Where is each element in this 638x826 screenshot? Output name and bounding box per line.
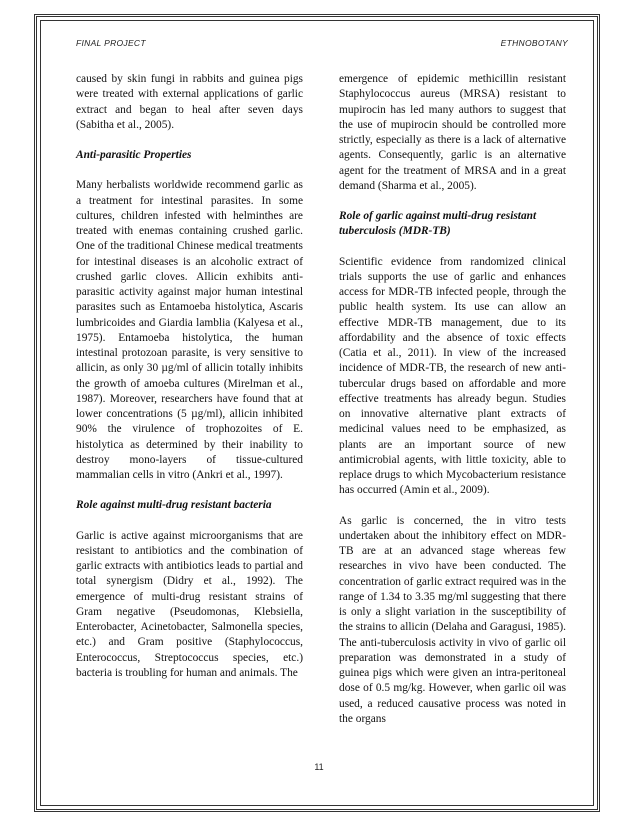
right-column <box>339 72 566 727</box>
section-heading: Anti-parasitic Properties <box>76 149 192 161</box>
header-right: ETHNOBOTANY <box>500 38 568 48</box>
paragraph: emergence of epidemic methicillin resistant Staphylococcus aureus (MRSA) resistant to mupirocin has led many authors to suggest that the use of mupirocin should be controlled more strictly, especially as there is a lack of alternative agents. Consequently, garlic is an alternative agent for the treatment of MRSA and in a great demand (Sharma et al., 2005). <box>339 73 566 192</box>
paragraph: caused by skin fungi in rabbits and guinea pigs were treated with external applications of garlic extract and began to heal after seven days (Sabitha et al., 2005). <box>76 73 303 131</box>
paragraph: As garlic is concerned, the in vitro tests undertaken about the inhibitory effect on MDR-TB are at an advanced stage whereas few researches in vivo have been conducted. The concentration of garlic extract required was in the range of 1.34 to 3.35 mg/ml suggesting that there is only a slight variation in the susceptibility of the strains to allicin (Delaha and Garagusi, 1985). The anti-tuberculosis activity in vivo of garlic oil preparation was demonstrated in a study of guinea pigs which were given an intra-peritoneal dose of 0.5 mg/kg. However, when garlic oil was used, a reduced causative process was noted in the organs <box>339 514 566 725</box>
section-heading: Role against multi-drug resistant bacteria <box>76 499 272 512</box>
section-heading: Role of garlic against multi-drug resistant tuberculosis (MDR-TB) <box>339 210 537 238</box>
paragraph: Scientific evidence from randomized clinical trials supports the use of garlic and enhances access for MDR-TB infected people, through the public health system. Its use can allow an effective MDR-TB management, due to its affordability and the absence of toxic effects (Catia et al., 2011). In view of the increased incidence of MDR-TB, the research of new anti-tubercular drugs based on affordable and more effective treatments has already begun. Studies on innovative alternative plant extracts of medicinal values need to be emphasized, as plants are an important source of new antimicrobial agents, with little toxicity, able to replace drugs to which Mycobacterium resistance has occurred (Amin et al., 2009). <box>339 255 566 497</box>
paragraph: Garlic is active against microorganisms that are resistant to antibiotics and the combination of garlic extracts with antibiotics leads to partial and total synergism (Didry et al., 1992). The emergence of multi-drug resistant strains of Gram negative (Pseudomonas, Klebsiella, Enterobacter, Acinetobacter, Salmonella species, etc.) and Gram positive (Staphylococcus, Enterococcus, Streptococcus species, etc.) bacteria is troubling for human and animals. The <box>76 529 303 679</box>
page-number: 11 <box>314 762 324 772</box>
left-column <box>76 72 303 681</box>
paragraph: Many herbalists worldwide recommend garlic as a treatment for intestinal parasites. In some cultures, children infested with helminthes are treated with enemas containing crushed garlic. One of the traditional Chinese medical treatments for intestinal diseases is an alcoholic extract of crushed garlic cloves. Allicin exhibits anti-parasitic activity against major human intestinal parasites such as Entamoeba histolytica, Ascaris lumbricoides and Giardia lamblia (Kalyesa et al., 1975). Entamoeba histolytica, the human intestinal protozoan parasite, is very sensitive to allicin, as only 30 µg/ml of allicin totally inhibits the growth of amoeba cultures (Mirelman et al., 1987). Moreover, researchers have found that at lower concentrations (5 µg/ml), allicin inhibited 90% the virulence of trophozoites of E. histolytica as determined by their inability to destroy mono-layers of tissue-cultured mammalian cells in vitro (Ankri et al., 1997). <box>76 179 303 481</box>
header-left: FINAL PROJECT <box>76 38 146 48</box>
